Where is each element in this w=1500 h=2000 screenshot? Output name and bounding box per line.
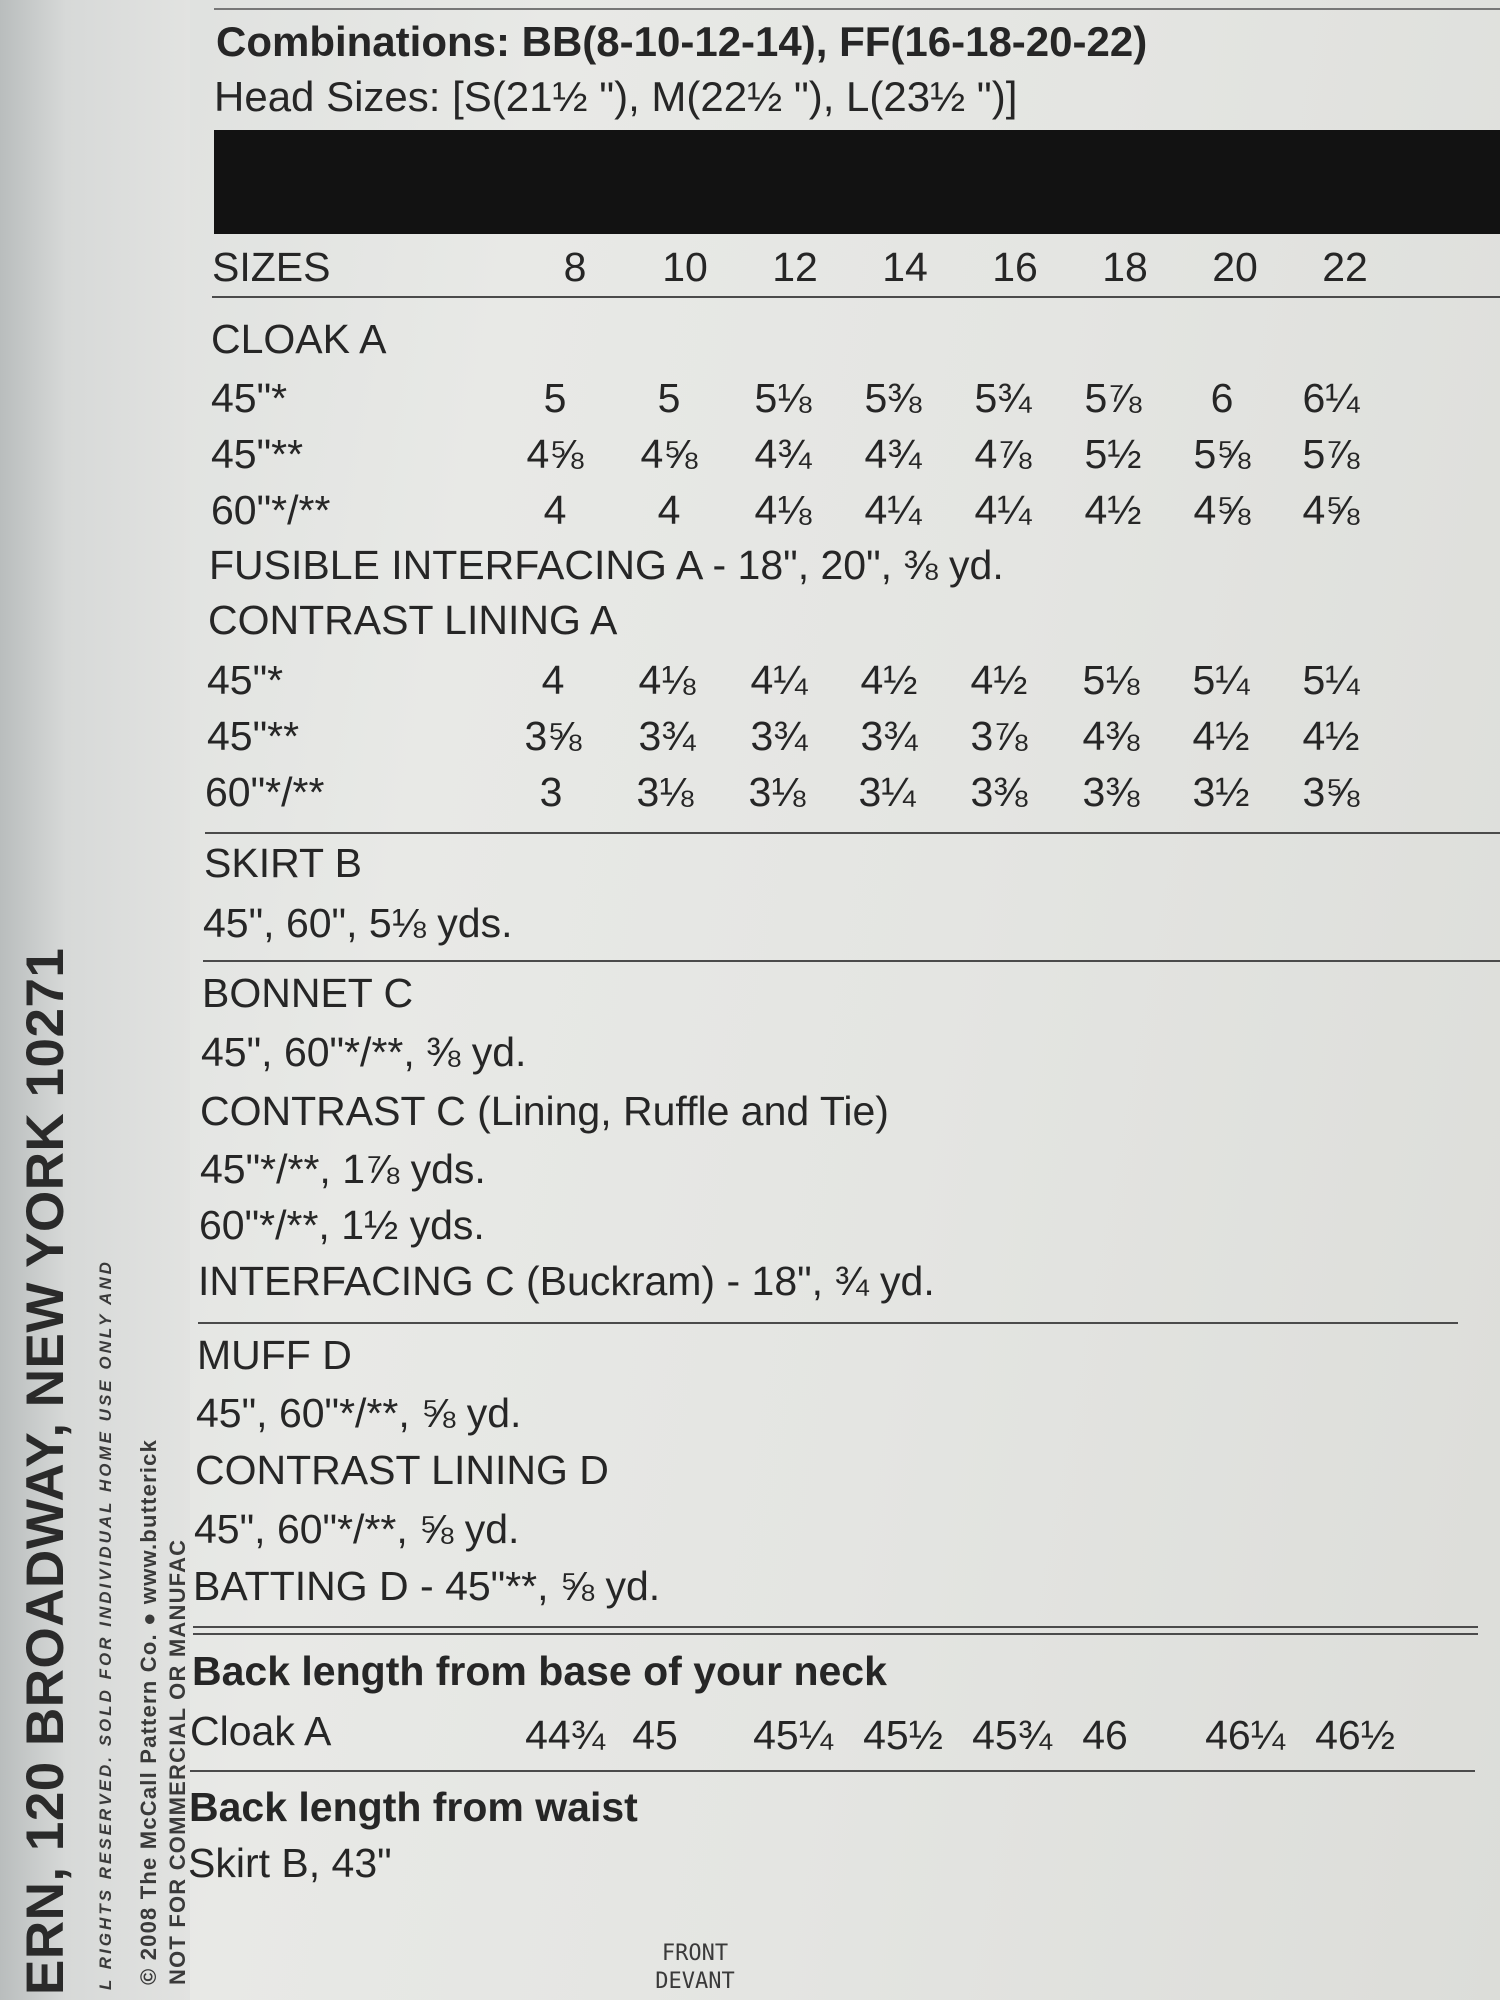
yardage-cell: 3⅜ bbox=[970, 769, 1028, 815]
yardage-cell: 4 bbox=[541, 657, 565, 703]
yardage-cell: 4⅜ bbox=[1082, 713, 1140, 759]
yardage-cell: 3½ bbox=[1192, 769, 1250, 815]
back-length-neck-title: Back length from base of your neck bbox=[192, 1648, 887, 1694]
yardage-cell: 4⅛ bbox=[638, 657, 696, 703]
row-label: 60"*/** bbox=[205, 769, 325, 815]
size-value: 8 bbox=[563, 244, 587, 290]
front-label bbox=[640, 1940, 750, 1996]
yardage-cell: 5¾ bbox=[974, 375, 1032, 421]
yardage-cell: 4¾ bbox=[754, 431, 812, 477]
row-label: 45"** bbox=[211, 431, 304, 477]
size-value: 14 bbox=[882, 244, 928, 290]
length-value: 45 bbox=[632, 1712, 678, 1758]
yardage-cell: 4⅝ bbox=[1193, 487, 1251, 533]
section-title-muff-d: MUFF D bbox=[197, 1332, 352, 1378]
yardage-cell: 4 bbox=[543, 487, 567, 533]
front-label-line-1: FRONT bbox=[661, 1941, 729, 1966]
divider bbox=[193, 1626, 1478, 1628]
divider bbox=[190, 1770, 1475, 1772]
yardage-cell: 4⅛ bbox=[754, 487, 812, 533]
commercial-notice: NOT FOR COMMERCIAL OR MANUFAC bbox=[165, 1538, 190, 1985]
yardage-cell: 3⅛ bbox=[748, 769, 806, 815]
muff-d-lining-yardage: 45", 60"*/**, ⅝ yd. bbox=[194, 1506, 520, 1552]
bonnet-c-contrast-60: 60"*/**, 1½ yds. bbox=[199, 1202, 485, 1248]
size-value: 10 bbox=[662, 244, 708, 290]
row-label: 60"*/** bbox=[211, 487, 331, 533]
yardage-cell: 4½ bbox=[860, 657, 918, 703]
length-value: 45½ bbox=[863, 1712, 943, 1758]
header-bar bbox=[214, 130, 1500, 234]
divider bbox=[214, 8, 1500, 10]
yardage-cell: 5⅜ bbox=[864, 375, 922, 421]
section-title-bonnet-c: BONNET C bbox=[202, 970, 414, 1016]
length-value: 46 bbox=[1082, 1712, 1128, 1758]
yardage-cell: 3 bbox=[539, 769, 563, 815]
yardage-cell: 4½ bbox=[1084, 487, 1142, 533]
yardage-cell: 4⅝ bbox=[1302, 487, 1360, 533]
row-label: 45"** bbox=[207, 713, 300, 759]
divider bbox=[193, 1633, 1478, 1635]
muff-d-lining-title: CONTRAST LINING D bbox=[195, 1447, 609, 1493]
length-value: 45¼ bbox=[753, 1712, 833, 1758]
yardage-cell: 3¾ bbox=[860, 713, 918, 759]
yardage-cell: 3⅝ bbox=[524, 713, 582, 759]
yardage-cell: 5⅞ bbox=[1302, 431, 1360, 477]
rights-notice: L RIGHTS RESERVED. SOLD FOR INDIVIDUAL HOME USE ONLY AND bbox=[96, 1259, 115, 1990]
yardage-cell: 4¾ bbox=[864, 431, 922, 477]
section-title-cloak-a: CLOAK A bbox=[211, 316, 387, 362]
publisher-address: ERN, 120 BROADWAY, NEW YORK 10271 bbox=[16, 947, 75, 1995]
yardage-cell: 3⅛ bbox=[636, 769, 694, 815]
sizes-label: SIZES bbox=[212, 244, 331, 290]
skirt-b-yardage: 45", 60", 5⅛ yds. bbox=[203, 900, 513, 946]
back-length-neck-label: Cloak A bbox=[190, 1708, 332, 1754]
yardage-cell: 5¼ bbox=[1192, 657, 1250, 703]
yardage-cell: 5 bbox=[657, 375, 681, 421]
back-length-waist-value: Skirt B, 43" bbox=[188, 1840, 392, 1886]
divider bbox=[212, 296, 1500, 298]
yardage-cell: 5⅛ bbox=[754, 375, 812, 421]
fusible-interfacing-line: FUSIBLE INTERFACING A - 18", 20", ⅜ yd. bbox=[209, 542, 1004, 588]
yardage-cell: 5¼ bbox=[1302, 657, 1360, 703]
front-label-line-2: DEVANT bbox=[655, 1969, 735, 1994]
yardage-cell: 4 bbox=[657, 487, 681, 533]
bonnet-c-interfacing: INTERFACING C (Buckram) - 18", ¾ yd. bbox=[198, 1258, 935, 1304]
yardage-cell: 6¼ bbox=[1302, 375, 1360, 421]
yardage-cell: 5 bbox=[543, 375, 567, 421]
yardage-cell: 3⅜ bbox=[1082, 769, 1140, 815]
length-value: 45¾ bbox=[972, 1712, 1052, 1758]
yardage-cell: 4¼ bbox=[864, 487, 922, 533]
section-title-skirt-b: SKIRT B bbox=[204, 840, 362, 886]
yardage-cell: 5⅞ bbox=[1084, 375, 1142, 421]
divider bbox=[205, 832, 1500, 834]
yardage-cell: 4¼ bbox=[750, 657, 808, 703]
bonnet-c-yardage: 45", 60"*/**, ⅜ yd. bbox=[201, 1029, 527, 1075]
yardage-cell: 5⅝ bbox=[1193, 431, 1251, 477]
size-value: 20 bbox=[1212, 244, 1258, 290]
yardage-cell: 4⅞ bbox=[974, 431, 1032, 477]
row-label: 45"* bbox=[207, 657, 284, 703]
size-value: 22 bbox=[1322, 244, 1368, 290]
size-value: 12 bbox=[772, 244, 818, 290]
yardage-cell: 4⅝ bbox=[640, 431, 698, 477]
yardage-cell: 4½ bbox=[1302, 713, 1360, 759]
copyright-line: © 2008 The McCall Pattern Co. ● www.butterick bbox=[136, 1438, 161, 1985]
yardage-cell: 3⅞ bbox=[970, 713, 1028, 759]
back-length-waist-title: Back length from waist bbox=[189, 1784, 638, 1830]
yardage-cell: 4¼ bbox=[974, 487, 1032, 533]
divider bbox=[203, 960, 1500, 962]
bonnet-c-contrast-title: CONTRAST C (Lining, Ruffle and Tie) bbox=[200, 1088, 889, 1134]
yardage-cell: 3¾ bbox=[638, 713, 696, 759]
yardage-cell: 6 bbox=[1210, 375, 1234, 421]
yardage-cell: 3⅝ bbox=[1302, 769, 1360, 815]
yardage-cell: 4½ bbox=[1192, 713, 1250, 759]
yardage-cell: 3¼ bbox=[858, 769, 916, 815]
row-label: 45"* bbox=[211, 375, 288, 421]
divider bbox=[198, 1322, 1458, 1324]
muff-d-batting: BATTING D - 45"**, ⅝ yd. bbox=[193, 1563, 661, 1609]
yardage-cell: 3¾ bbox=[750, 713, 808, 759]
section-title-contrast-lining-a: CONTRAST LINING A bbox=[208, 597, 618, 643]
yardage-cell: 4½ bbox=[970, 657, 1028, 703]
length-value: 46¼ bbox=[1205, 1712, 1285, 1758]
size-value: 18 bbox=[1102, 244, 1148, 290]
length-value: 46½ bbox=[1315, 1712, 1395, 1758]
head-sizes-line: Head Sizes: [S(21½ "), M(22½ "), L(23½ ")] bbox=[214, 73, 1018, 120]
size-value: 16 bbox=[992, 244, 1038, 290]
yardage-cell: 5⅛ bbox=[1082, 657, 1140, 703]
combinations-line: Combinations: BB(8-10-12-14), FF(16-18-20-22) bbox=[216, 18, 1148, 65]
muff-d-yardage: 45", 60"*/**, ⅝ yd. bbox=[196, 1390, 522, 1436]
bonnet-c-contrast-45: 45"*/**, 1⅞ yds. bbox=[200, 1146, 486, 1192]
yardage-cell: 5½ bbox=[1084, 431, 1142, 477]
length-value: 44¾ bbox=[525, 1712, 605, 1758]
yardage-cell: 4⅝ bbox=[526, 431, 584, 477]
